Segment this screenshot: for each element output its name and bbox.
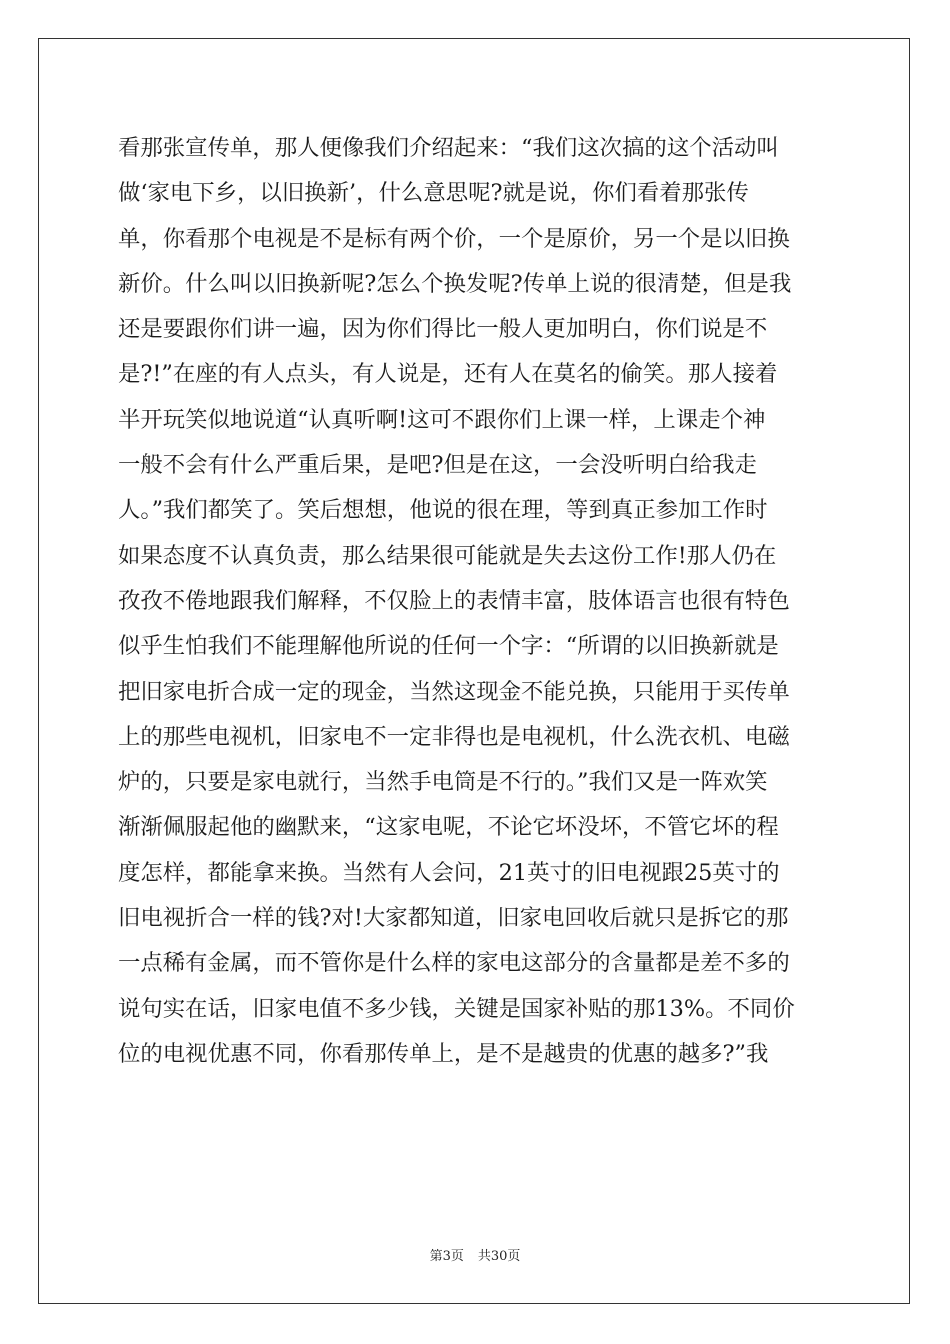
text-line: 做‘家电下乡，以旧换新’，什么意思呢?就是说，你们看着那张传 bbox=[118, 180, 749, 207]
text-line: 如果态度不认真负责，那么结果很可能就是失去这份工作!那人仍在 bbox=[118, 542, 777, 569]
text-line: 一般不会有什么严重后果，是吧?但是在这，一会没听明白给我走 bbox=[118, 452, 757, 479]
text-line: 位的电视优惠不同，你看那传单上，是不是越贵的优惠的越多?”我 bbox=[118, 1040, 769, 1067]
text-line: 是?!”在座的有人点头，有人说是，还有人在莫名的偷笑。那人接着 bbox=[118, 361, 778, 388]
text-line: 把旧家电折合成一定的现金，当然这现金不能兑换，只能用于买传单 bbox=[118, 678, 790, 705]
page-number: 第3页 bbox=[429, 1249, 464, 1264]
text-line: 看那张宣传单，那人便像我们介绍起来：“我们这次搞的这个活动叫 bbox=[118, 135, 779, 161]
text-line: 炉的，只要是家电就行，当然手电筒是不行的。”我们又是一阵欢笑 bbox=[118, 769, 768, 796]
text-line: 上的那些电视机，旧家电不一定非得也是电视机，什么洗衣机、电磁 bbox=[118, 723, 790, 750]
text-line: 还是要跟你们讲一遍，因为你们得比一般人更加明白，你们说是不 bbox=[118, 316, 768, 343]
text-line: 新价。什么叫以旧换新呢?怎么个换发呢?传单上说的很清楚，但是我 bbox=[118, 270, 792, 297]
page-footer bbox=[0, 1248, 950, 1266]
body-text bbox=[118, 126, 834, 1077]
text-line: 半开玩笑似地说道“认真听啊!这可不跟你们上课一样，上课走个神 bbox=[118, 406, 766, 433]
text-line: 单，你看那个电视是不是标有两个价，一个是原价，另一个是以旧换 bbox=[118, 225, 790, 252]
page-total: 共30页 bbox=[477, 1249, 521, 1264]
text-line: 一点稀有金属，而不管你是什么样的家电这部分的含量都是差不多的 bbox=[118, 950, 790, 977]
text-line: 渐渐佩服起他的幽默来，“这家电呢，不论它坏没坏，不管它坏的程 bbox=[118, 814, 779, 841]
text-line: 旧电视折合一样的钱?对!大家都知道，旧家电回收后就只是拆它的那 bbox=[118, 905, 789, 932]
text-line: 孜孜不倦地跟我们解释，不仅脸上的表情丰富，肢体语言也很有特色 bbox=[118, 587, 790, 614]
text-line: 说句实在话，旧家电值不多少钱，关键是国家补贴的那13%。不同价 bbox=[118, 995, 795, 1022]
text-line: 人。”我们都笑了。笑后想想，他说的很在理，等到真正参加工作时 bbox=[118, 497, 768, 524]
text-line: 度怎样，都能拿来换。当然有人会问，21英寸的旧电视跟25英寸的 bbox=[118, 859, 780, 886]
text-line: 似乎生怕我们不能理解他所说的任何一个字：“所谓的以旧换新就是 bbox=[118, 633, 779, 660]
